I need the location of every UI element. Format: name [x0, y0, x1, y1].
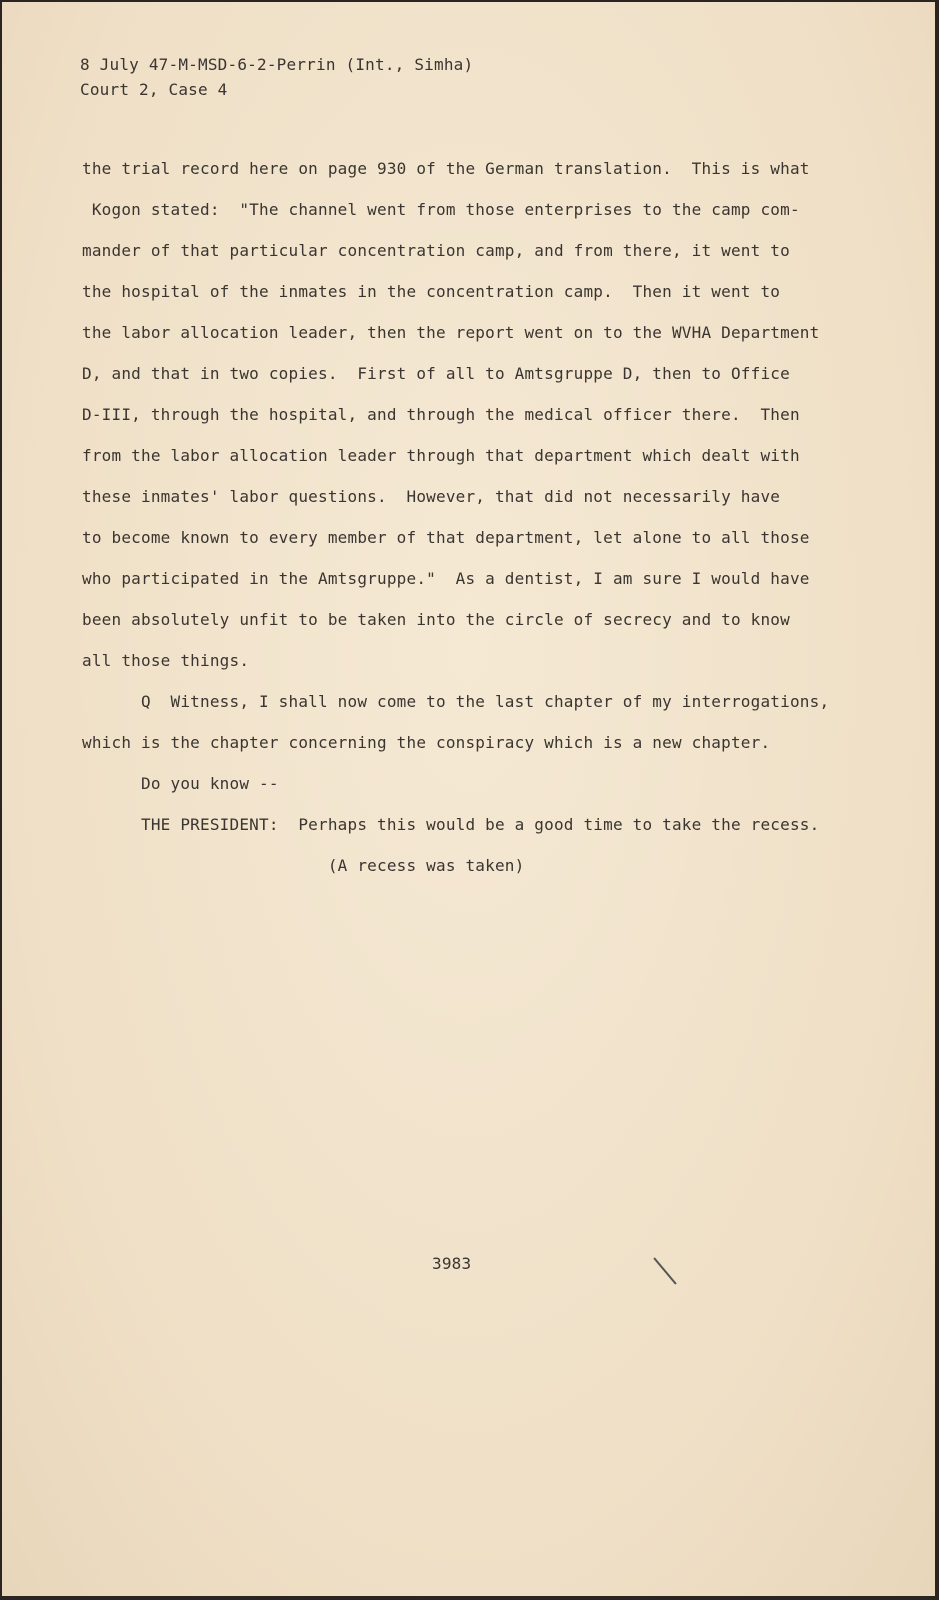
pen-mark: [653, 1257, 676, 1284]
transcript-line: the hospital of the inmates in the concentration camp. Then it went to: [82, 282, 781, 301]
page-number: 3983: [432, 1254, 472, 1273]
document-header: [80, 52, 473, 102]
transcript-line: Q Witness, I shall now come to the last chapter of my interrogations,: [82, 692, 830, 711]
transcript-line: these inmates' labor questions. However, that did not necessarily have: [82, 487, 781, 506]
transcript-line: the labor allocation leader, then the report went on to the WVHA Department: [82, 323, 820, 342]
header-line-1: 8 July 47-M-MSD-6-2-Perrin (Int., Simha): [80, 55, 474, 74]
transcript-line: THE PRESIDENT: Perhaps this would be a good time to take the recess.: [82, 815, 820, 834]
header-line-2: Court 2, Case 4: [80, 80, 228, 99]
transcript-line: all those things.: [82, 651, 250, 670]
transcript-line: D, and that in two copies. First of all to Amtsgruppe D, then to Office: [82, 364, 790, 383]
transcript-line: from the labor allocation leader through that department which dealt with: [82, 446, 800, 465]
transcript-line: Kogon stated: "The channel went from those enterprises to the camp com-: [82, 200, 800, 219]
transcript-line: the trial record here on page 930 of the German translation. This is what: [82, 159, 810, 178]
transcript-body: [82, 148, 829, 886]
transcript-line: been absolutely unfit to be taken into the circle of secrecy and to know: [82, 610, 790, 629]
transcript-line: mander of that particular concentration camp, and from there, it went to: [82, 241, 790, 260]
transcript-line: Do you know --: [82, 774, 279, 793]
transcript-line: to become known to every member of that department, let alone to all those: [82, 528, 810, 547]
transcript-line: D-III, through the hospital, and through the medical officer there. Then: [82, 405, 800, 424]
transcript-line: (A recess was taken): [82, 856, 525, 875]
transcript-line: which is the chapter concerning the conspiracy which is a new chapter.: [82, 733, 771, 752]
document-page: [2, 2, 935, 1596]
transcript-line: who participated in the Amtsgruppe." As a dentist, I am sure I would have: [82, 569, 810, 588]
